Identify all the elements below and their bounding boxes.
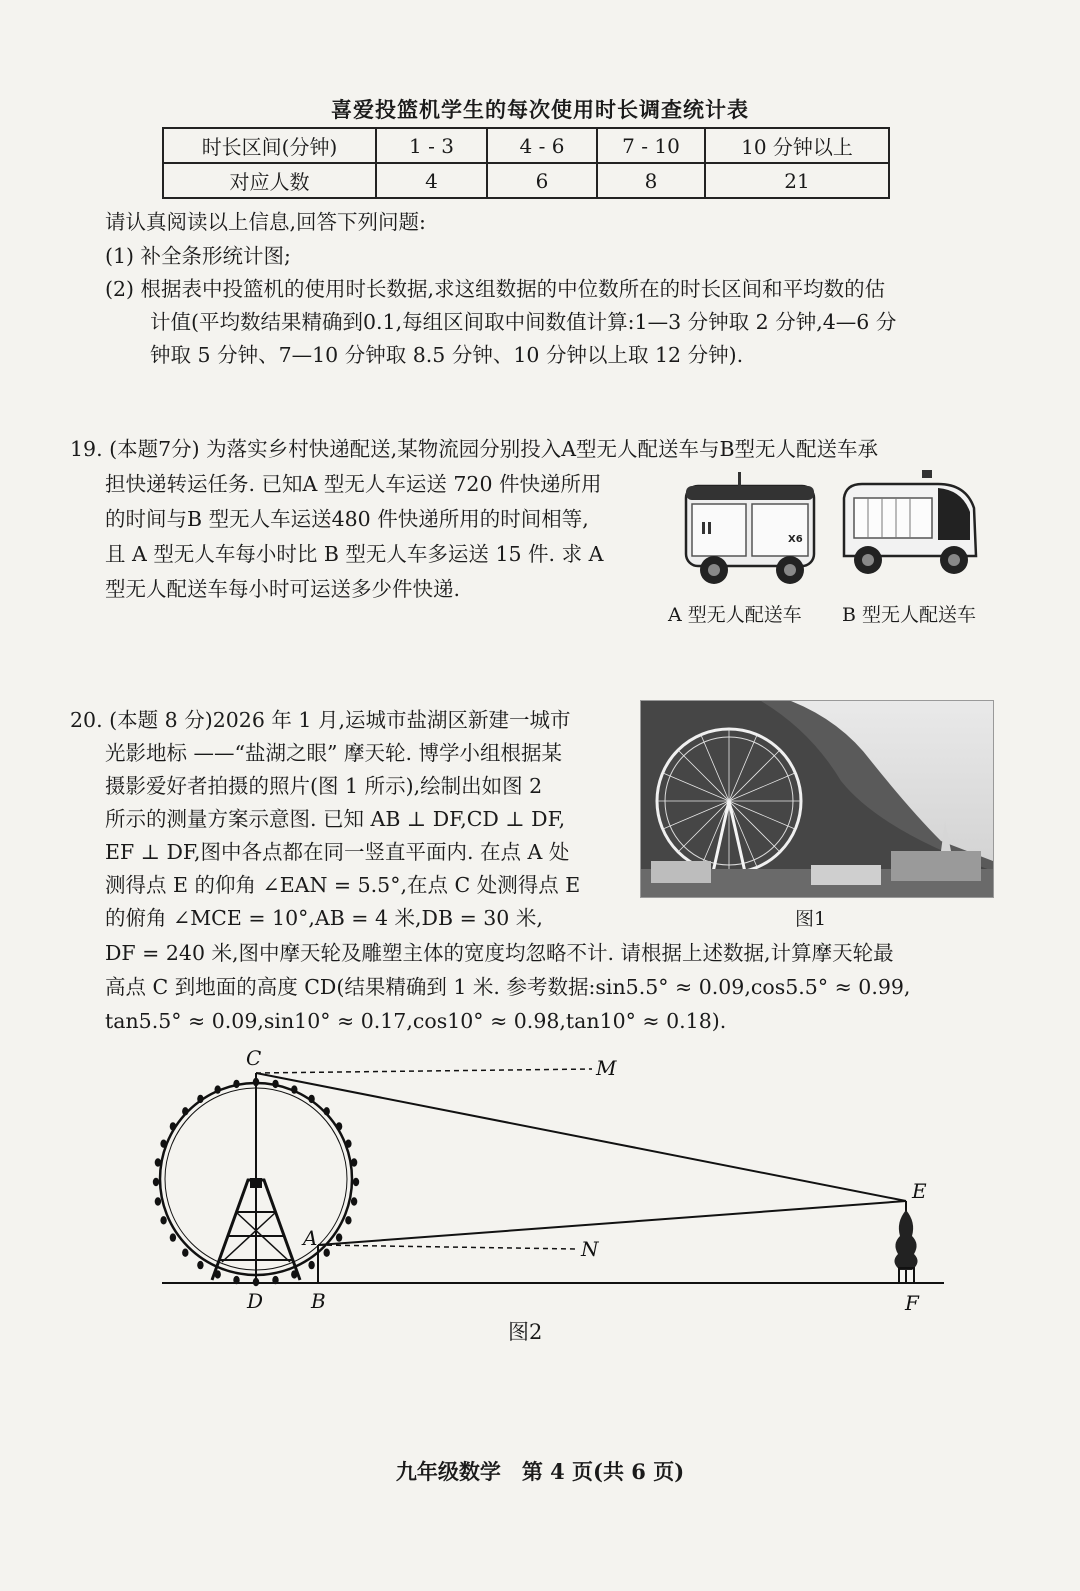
- gondola: [351, 1197, 357, 1205]
- figure1-photo: [640, 700, 994, 898]
- gondola: [324, 1249, 330, 1257]
- gondola: [351, 1158, 357, 1166]
- gondola: [345, 1140, 351, 1148]
- q18-intro: 请认真阅读以上信息,回答下列问题:: [105, 210, 426, 234]
- gondola: [182, 1107, 188, 1115]
- q20-line7: 的俯角 ∠MCE = 10°,AB = 4 米,DB = 30 米,: [105, 906, 543, 930]
- gondola: [308, 1261, 314, 1269]
- gondola: [233, 1080, 239, 1088]
- gondola: [153, 1178, 159, 1186]
- label-e: E: [912, 1179, 927, 1203]
- gondola: [155, 1197, 161, 1205]
- line-ae: [318, 1201, 906, 1245]
- horizontal-an: [318, 1245, 577, 1249]
- q19-line4: 且 A 型无人车每小时比 B 型无人车多运送 15 件. 求 A: [105, 542, 604, 566]
- gondola: [215, 1085, 221, 1093]
- table-row: [163, 128, 889, 163]
- gondola: [291, 1085, 297, 1093]
- car-a-caption: A 型无人配送车: [668, 604, 802, 626]
- table-cell: 7 - 10: [597, 128, 705, 163]
- q20-line4: 所示的测量方案示意图. 已知 AB ⊥ DF,CD ⊥ DF,: [105, 807, 566, 831]
- figure2-caption: 图2: [508, 1320, 543, 1344]
- gondola: [233, 1276, 239, 1284]
- q20-line1: 20. (本题 8 分)2026 年 1 月,运城市盐湖区新建一城市: [70, 708, 571, 732]
- gondola: [336, 1122, 342, 1130]
- table-cell: 4 - 6: [487, 128, 597, 163]
- gondola: [160, 1216, 166, 1224]
- label-b: B: [311, 1289, 326, 1313]
- car-b-illustration: [838, 468, 984, 586]
- table-cell: 6: [487, 163, 597, 198]
- gondola: [336, 1233, 342, 1241]
- label-a: A: [303, 1226, 318, 1250]
- car-a-illustration: [678, 472, 826, 592]
- gondola: [160, 1140, 166, 1148]
- gondola: [170, 1233, 176, 1241]
- gondola: [308, 1095, 314, 1103]
- car-b-caption: B 型无人配送车: [842, 604, 977, 626]
- row-header: 时长区间(分钟): [163, 128, 376, 163]
- q19-line5: 型无人配送车每小时可运送多少件快递.: [105, 577, 461, 601]
- table-cell: 4: [376, 163, 487, 198]
- q18-part2-line2: 计值(平均数结果精确到0.1,每组区间取中间数值计算:1—3 分钟取 2 分钟,4—6 分: [150, 310, 897, 334]
- gondola: [197, 1095, 203, 1103]
- q19-line2: 担快递转运任务. 已知A 型无人车运送 720 件快递所用: [105, 472, 602, 496]
- table-cell: 21: [705, 163, 889, 198]
- usage-duration-table: [162, 127, 890, 199]
- q18-part2-line1: (2) 根据表中投篮机的使用时长数据,求这组数据的中位数所在的时长区间和平均数的估: [105, 277, 886, 301]
- q20-line9: 高点 C 到地面的高度 CD(结果精确到 1 米. 参考数据:sin5.5° ≈ 0.09,cos5.5° ≈ 0.99,: [105, 975, 911, 999]
- q19-line3: 的时间与B 型无人车运送480 件快递所用的时间相等,: [105, 507, 589, 531]
- label-m: M: [596, 1056, 617, 1080]
- page-footer: 九年级数学 第 4 页(共 6 页): [395, 1459, 685, 1484]
- gondola: [345, 1216, 351, 1224]
- table-cell: 10 分钟以上: [705, 128, 889, 163]
- sculpture: [894, 1201, 917, 1283]
- label-d: D: [247, 1289, 264, 1313]
- table-title: 喜爱投篮机学生的每次使用时长调查统计表: [331, 97, 749, 122]
- q20-line10: tan5.5° ≈ 0.09,sin10° ≈ 0.17,cos10° ≈ 0.98,tan10° ≈ 0.18).: [105, 1009, 727, 1033]
- label-c: C: [246, 1046, 262, 1070]
- q19-line1: 19. (本题7分) 为落实乡村快递配送,某物流园分别投入A型无人配送车与B型无人配送车承: [70, 437, 879, 461]
- gondola: [197, 1261, 203, 1269]
- gondola: [272, 1080, 278, 1088]
- label-f: F: [905, 1291, 919, 1315]
- table-cell: 8: [597, 163, 705, 198]
- q20-line8: DF = 240 米,图中摩天轮及雕塑主体的宽度均忽略不计. 请根据上述数据,计算摩天轮最: [105, 941, 894, 965]
- q18-part1: (1) 补全条形统计图;: [105, 244, 291, 268]
- gondola: [155, 1158, 161, 1166]
- car-a-mark: X6: [788, 534, 803, 545]
- q18-part2-line3: 钟取 5 分钟、7—10 分钟取 8.5 分钟、10 分钟以上取 12 分钟).: [150, 343, 744, 367]
- figure2-diagram: [0, 1040, 1080, 1320]
- gondola: [272, 1276, 278, 1284]
- row-header: 对应人数: [163, 163, 376, 198]
- label-n: N: [581, 1237, 599, 1261]
- q20-line5: EF ⊥ DF,图中各点都在同一竖直平面内. 在点 A 处: [105, 840, 570, 864]
- horizontal-cm: [256, 1069, 592, 1073]
- table-row: [163, 163, 889, 198]
- q20-line6: 测得点 E 的仰角 ∠EAN = 5.5°,在点 C 处测得点 E: [105, 873, 581, 897]
- q20-line2: 光影地标 ——“盐湖之眼” 摩天轮. 博学小组根据某: [105, 741, 563, 765]
- gondola: [170, 1122, 176, 1130]
- table-cell: 1 - 3: [376, 128, 487, 163]
- gondola: [324, 1107, 330, 1115]
- figure1-caption: 图1: [795, 908, 827, 930]
- gondola: [353, 1178, 359, 1186]
- gondola: [182, 1249, 188, 1257]
- q20-line3: 摄影爱好者拍摄的照片(图 1 所示),绘制出如图 2: [105, 774, 543, 798]
